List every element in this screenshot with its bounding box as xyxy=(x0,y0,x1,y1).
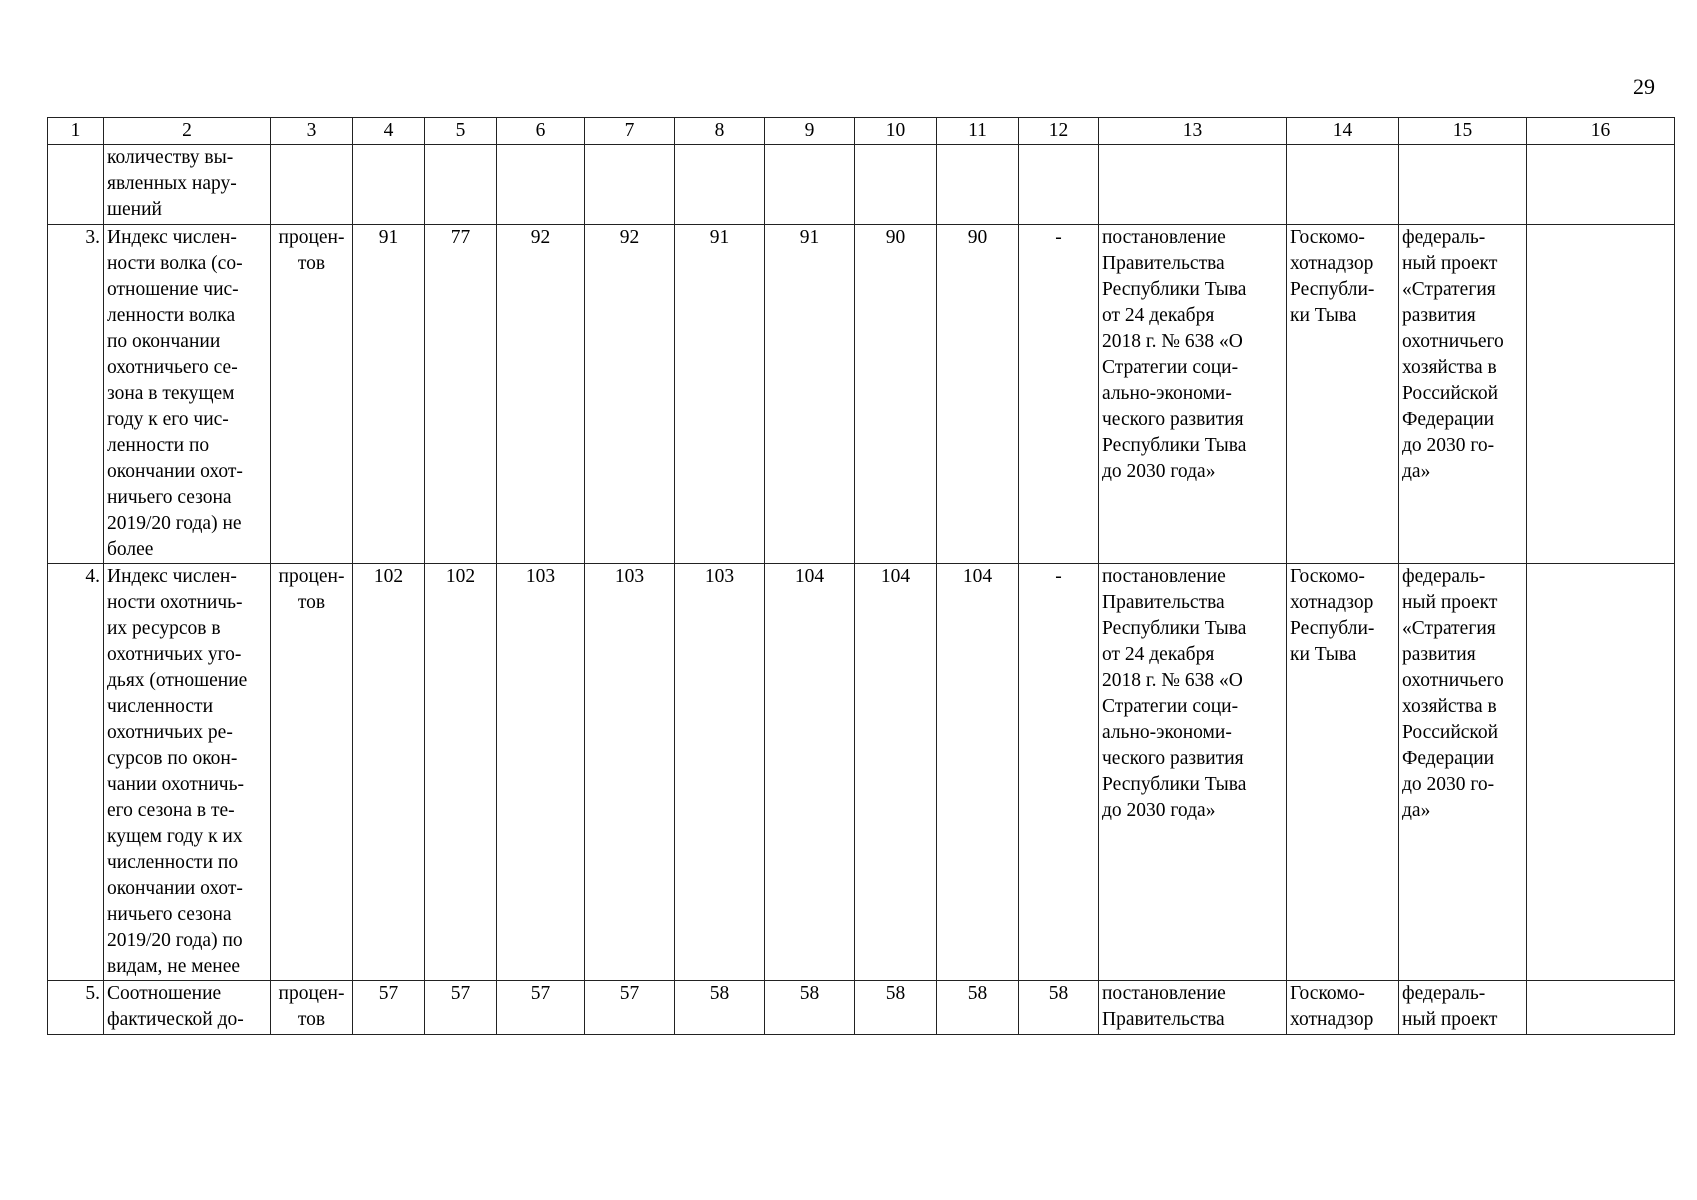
indicator-name: Соотношение фактической до- xyxy=(104,981,271,1035)
related-project xyxy=(1399,145,1527,225)
column-number: 14 xyxy=(1287,118,1399,145)
value-cell: 104 xyxy=(937,564,1019,981)
value-cell: 90 xyxy=(937,225,1019,564)
column-number: 12 xyxy=(1019,118,1099,145)
value-cell: 102 xyxy=(353,564,425,981)
indicators-table xyxy=(47,117,1675,1035)
value-cell: 103 xyxy=(585,564,675,981)
responsible-agency: Госкомо- хотнадзор Республи- ки Тыва xyxy=(1287,564,1399,981)
unit-cell: процен- тов xyxy=(271,564,353,981)
unit-cell: процен- тов xyxy=(271,981,353,1035)
value-cell: 91 xyxy=(353,225,425,564)
column-number: 1 xyxy=(48,118,104,145)
responsible-agency: Госкомо- хотнадзор xyxy=(1287,981,1399,1035)
related-project: федераль- ный проект xyxy=(1399,981,1527,1035)
column-number: 10 xyxy=(855,118,937,145)
table-row xyxy=(48,225,1675,564)
responsible-agency xyxy=(1287,145,1399,225)
value-cell xyxy=(353,145,425,225)
value-cell: 103 xyxy=(497,564,585,981)
value-cell: 58 xyxy=(855,981,937,1035)
indicator-name: количеству вы- явленных нару- шений xyxy=(104,145,271,225)
table-row xyxy=(48,564,1675,981)
unit-cell xyxy=(271,145,353,225)
value-cell: 58 xyxy=(765,981,855,1035)
row-number: 5. xyxy=(48,981,104,1035)
column-number: 15 xyxy=(1399,118,1527,145)
value-cell: 92 xyxy=(585,225,675,564)
indicator-name: Индекс числен- ности охотничь- их ресурсов в охотничьих уго- дьях (отношение численности охотничьих ре- сурсов по окон- чании охотничь- его сезона в те- кущем году к их численности по окончании охот- ничьего сезона 2019/20 года) по видам, не менее xyxy=(104,564,271,981)
column-number: 13 xyxy=(1099,118,1287,145)
related-project: федераль- ный проект «Стратегия развития охотничьего хозяйства в Российской Федерации до 2030 го- да» xyxy=(1399,564,1527,981)
table-row xyxy=(48,981,1675,1035)
value-cell: 57 xyxy=(497,981,585,1035)
value-cell xyxy=(497,145,585,225)
column-number-row xyxy=(48,118,1675,145)
column-number: 8 xyxy=(675,118,765,145)
row-number: 4. xyxy=(48,564,104,981)
responsible-agency: Госкомо- хотнадзор Республи- ки Тыва xyxy=(1287,225,1399,564)
column-number: 6 xyxy=(497,118,585,145)
value-cell: 77 xyxy=(425,225,497,564)
indicator-name: Индекс числен- ности волка (со- отношение чис- ленности волка по окончании охотничьего се- зона в текущем году к его чис- ленности по окончании охот- ничьего сезона 2019/20 года) не более xyxy=(104,225,271,564)
column-number: 3 xyxy=(271,118,353,145)
value-cell: 103 xyxy=(675,564,765,981)
column-16-cell xyxy=(1527,145,1675,225)
value-cell xyxy=(765,145,855,225)
column-number: 4 xyxy=(353,118,425,145)
value-cell-12 xyxy=(1019,145,1099,225)
page-number: 29 xyxy=(1633,74,1655,99)
column-number: 7 xyxy=(585,118,675,145)
value-cell: 57 xyxy=(585,981,675,1035)
column-number: 5 xyxy=(425,118,497,145)
document-reference: постановление Правительства Республики Тыва от 24 декабря 2018 г. № 638 «О Стратегии соци- ально-экономи- ческого развития Республики Тыва до 2030 года» xyxy=(1099,564,1287,981)
value-cell: 91 xyxy=(675,225,765,564)
value-cell: 57 xyxy=(425,981,497,1035)
document-reference: постановление Правительства Республики Тыва от 24 декабря 2018 г. № 638 «О Стратегии соци- ально-экономи- ческого развития Республики Тыва до 2030 года» xyxy=(1099,225,1287,564)
row-number xyxy=(48,145,104,225)
unit-cell: процен- тов xyxy=(271,225,353,564)
value-cell: 102 xyxy=(425,564,497,981)
value-cell xyxy=(675,145,765,225)
value-cell: 104 xyxy=(855,564,937,981)
column-number: 11 xyxy=(937,118,1019,145)
value-cell-12: - xyxy=(1019,564,1099,981)
related-project: федераль- ный проект «Стратегия развития охотничьего хозяйства в Российской Федерации до 2030 го- да» xyxy=(1399,225,1527,564)
value-cell xyxy=(937,145,1019,225)
document-reference: постановление Правительства xyxy=(1099,981,1287,1035)
column-16-cell xyxy=(1527,981,1675,1035)
value-cell xyxy=(425,145,497,225)
value-cell-12: - xyxy=(1019,225,1099,564)
value-cell xyxy=(585,145,675,225)
row-number: 3. xyxy=(48,225,104,564)
document-reference xyxy=(1099,145,1287,225)
column-number: 2 xyxy=(104,118,271,145)
value-cell: 57 xyxy=(353,981,425,1035)
value-cell: 104 xyxy=(765,564,855,981)
column-number: 16 xyxy=(1527,118,1675,145)
value-cell: 90 xyxy=(855,225,937,564)
value-cell: 92 xyxy=(497,225,585,564)
column-16-cell xyxy=(1527,564,1675,981)
value-cell: 58 xyxy=(675,981,765,1035)
value-cell-12: 58 xyxy=(1019,981,1099,1035)
table-row xyxy=(48,145,1675,225)
value-cell xyxy=(855,145,937,225)
column-number: 9 xyxy=(765,118,855,145)
column-16-cell xyxy=(1527,225,1675,564)
value-cell: 91 xyxy=(765,225,855,564)
value-cell: 58 xyxy=(937,981,1019,1035)
